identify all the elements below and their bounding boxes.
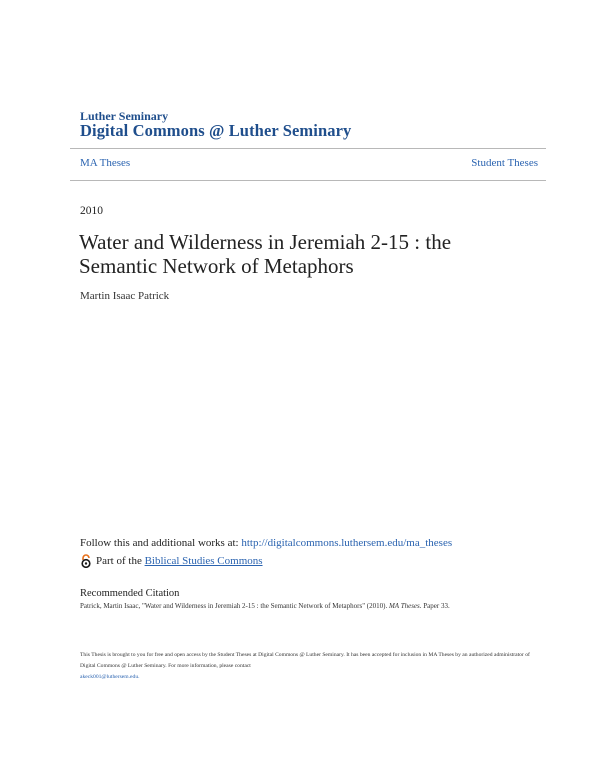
recommended-citation-heading: Recommended Citation bbox=[80, 588, 180, 599]
document-title: Water and Wilderness in Jeremiah 2-15 : the Semantic Network of Metaphors bbox=[79, 230, 452, 278]
access-notice bbox=[80, 650, 535, 683]
citation-main: Patrick, Martin Isaac, "Water and Wilderness in Jeremiah 2-15 : the Semantic Network of Metaphors" (2010). bbox=[80, 602, 389, 610]
repository-name-link[interactable]: Digital Commons @ Luther Seminary bbox=[80, 121, 352, 140]
follow-label: Follow this and additional works at: bbox=[80, 537, 242, 549]
citation-journal: MA Theses bbox=[388, 602, 420, 610]
citation-end: . Paper 33. bbox=[419, 602, 450, 610]
publication-year: 2010 bbox=[80, 205, 103, 217]
part-of-label: Part of the bbox=[96, 555, 142, 567]
citation-text bbox=[80, 602, 540, 610]
institution-name-link[interactable]: Luther Seminary bbox=[80, 109, 169, 123]
follow-line bbox=[80, 537, 452, 549]
header-divider-bottom bbox=[70, 180, 546, 181]
open-access-icon bbox=[80, 554, 92, 568]
document-author: Martin Isaac Patrick bbox=[80, 290, 170, 302]
series-link-student-theses[interactable]: Student Theses bbox=[471, 157, 538, 169]
contact-email-link[interactable]: akeck001@luthersem.edu. bbox=[80, 674, 140, 680]
part-of-line bbox=[80, 554, 263, 568]
follow-url-link[interactable]: http://digitalcommons.luthersem.edu/ma_theses bbox=[241, 537, 453, 549]
notice-text: This Thesis is brought to you for free and open access by the Student Theses at Digital Commons @ Luther Seminary. It has been accepted for inclusion in MA Theses by an authorized administrator of Digital Commons @ Luther Seminary. For more information, please contact bbox=[80, 652, 530, 669]
biblical-studies-commons-link[interactable]: Biblical Studies Commons bbox=[144, 555, 263, 567]
series-link-ma-theses[interactable]: MA Theses bbox=[80, 157, 131, 169]
header-divider-top bbox=[70, 148, 546, 149]
